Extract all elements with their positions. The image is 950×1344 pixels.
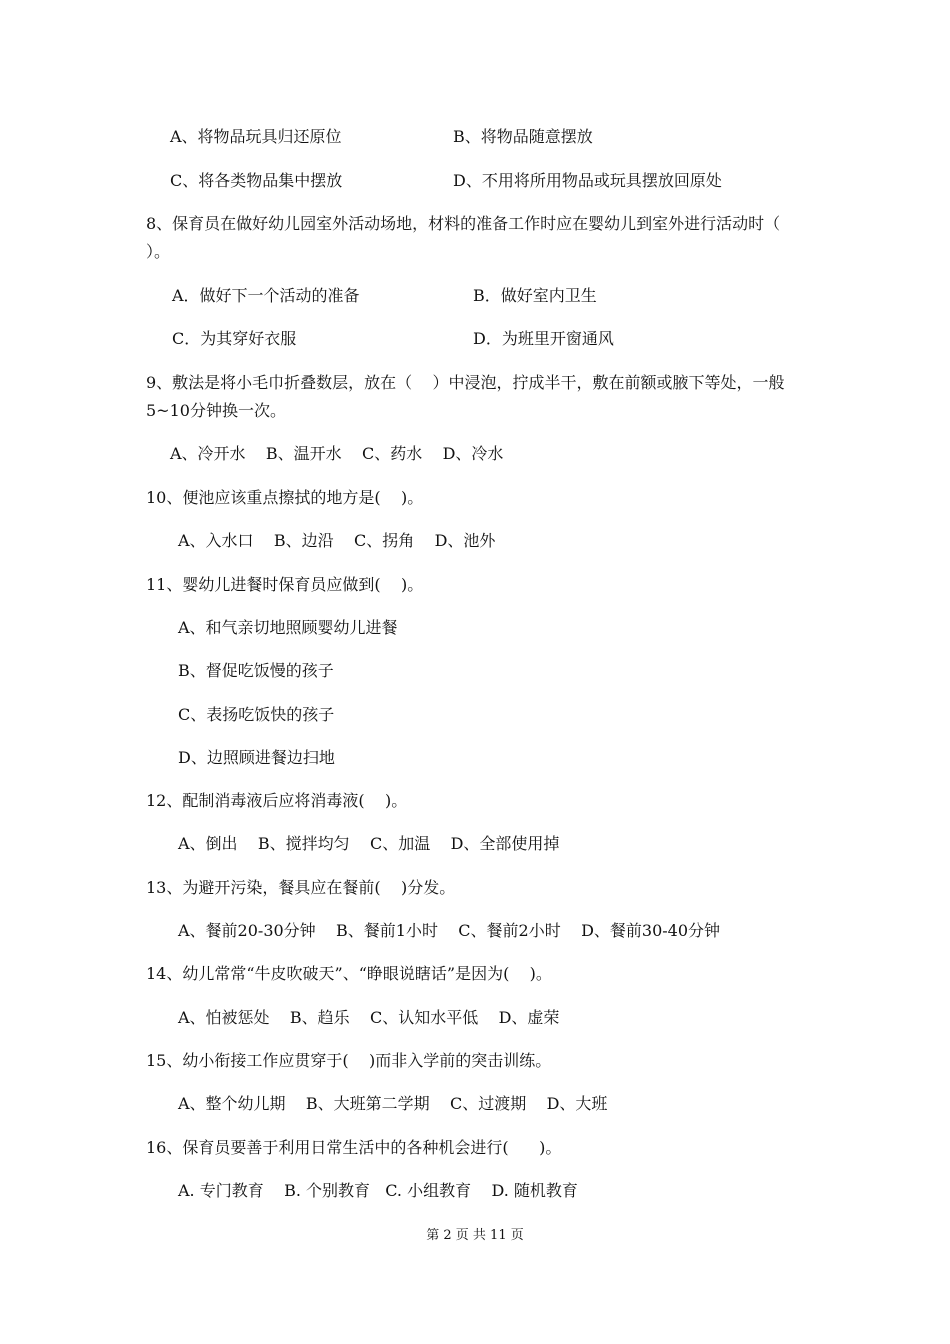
q7-option-c: C、将各类物品集中摆放: [170, 171, 343, 190]
q16-question: 16、保育员要善于利用日常生活中的各种机会进行( )。: [146, 1138, 562, 1157]
q15-options: A、整个幼儿期 B、大班第二学期 C、过渡期 D、大班: [178, 1094, 608, 1113]
q9-question-line2: 5~10分钟换一次。: [146, 401, 286, 420]
q8-question-line2: ）。: [146, 242, 171, 261]
q8-option-c: C．为其穿好衣服: [172, 329, 297, 348]
q9-question-line1: 9、敷法是将小毛巾折叠数层，放在（ ）中浸泡，拧成半干，敷在前额或腋下等处，一般: [146, 373, 785, 392]
q11-question: 11、婴幼儿进餐时保育员应做到( )。: [146, 575, 424, 594]
q8-option-d: D．为班里开窗通风: [473, 329, 614, 348]
q10-options: A、入水口 B、边沿 C、拐角 D、池外: [178, 531, 496, 550]
q13-question: 13、为避开污染，餐具应在餐前( )分发。: [146, 878, 456, 897]
page-number-footer: 第 2 页 共 11 页: [426, 1228, 524, 1243]
q9-options: A、冷开水 B、温开水 C、药水 D、冷水: [170, 444, 504, 463]
q12-question: 12、配制消毒液后应将消毒液( )。: [146, 791, 408, 810]
q7-option-a: A、将物品玩具归还原位: [170, 127, 342, 146]
q7-option-d: D、不用将所用物品或玩具摆放回原处: [453, 171, 722, 190]
q7-option-b: B、将物品随意摆放: [453, 127, 593, 146]
q11-option-c: C、表扬吃饭快的孩子: [178, 705, 335, 724]
q11-option-d: D、边照顾进餐边扫地: [178, 748, 335, 767]
q13-options: A、餐前20-30分钟 B、餐前1小时 C、餐前2小时 D、餐前30-40分钟: [178, 921, 721, 940]
q11-option-b: B、督促吃饭慢的孩子: [178, 661, 334, 680]
q12-options: A、倒出 B、搅拌均匀 C、加温 D、全部使用掉: [178, 834, 560, 853]
q16-options: A. 专门教育 B. 个别教育 C. 小组教育 D. 随机教育: [178, 1181, 578, 1200]
q14-question: 14、幼儿常常“牛皮吹破天”、“睁眼说瞎话”是因为( )。: [146, 964, 552, 983]
q8-option-b: B．做好室内卫生: [473, 286, 597, 305]
q8-question-line1: 8、保育员在做好幼儿园室外活动场地，材料的准备工作时应在婴幼儿到室外进行活动时（: [146, 214, 781, 233]
q8-option-a: A．做好下一个活动的准备: [172, 286, 360, 305]
q14-options: A、怕被惩处 B、趋乐 C、认知水平低 D、虚荣: [178, 1008, 560, 1027]
q10-question: 10、便池应该重点擦拭的地方是( )。: [146, 488, 424, 507]
q11-option-a: A、和气亲切地照顾婴幼儿进餐: [178, 618, 398, 637]
q15-question: 15、幼小衔接工作应贯穿于( )而非入学前的突击训练。: [146, 1051, 552, 1070]
